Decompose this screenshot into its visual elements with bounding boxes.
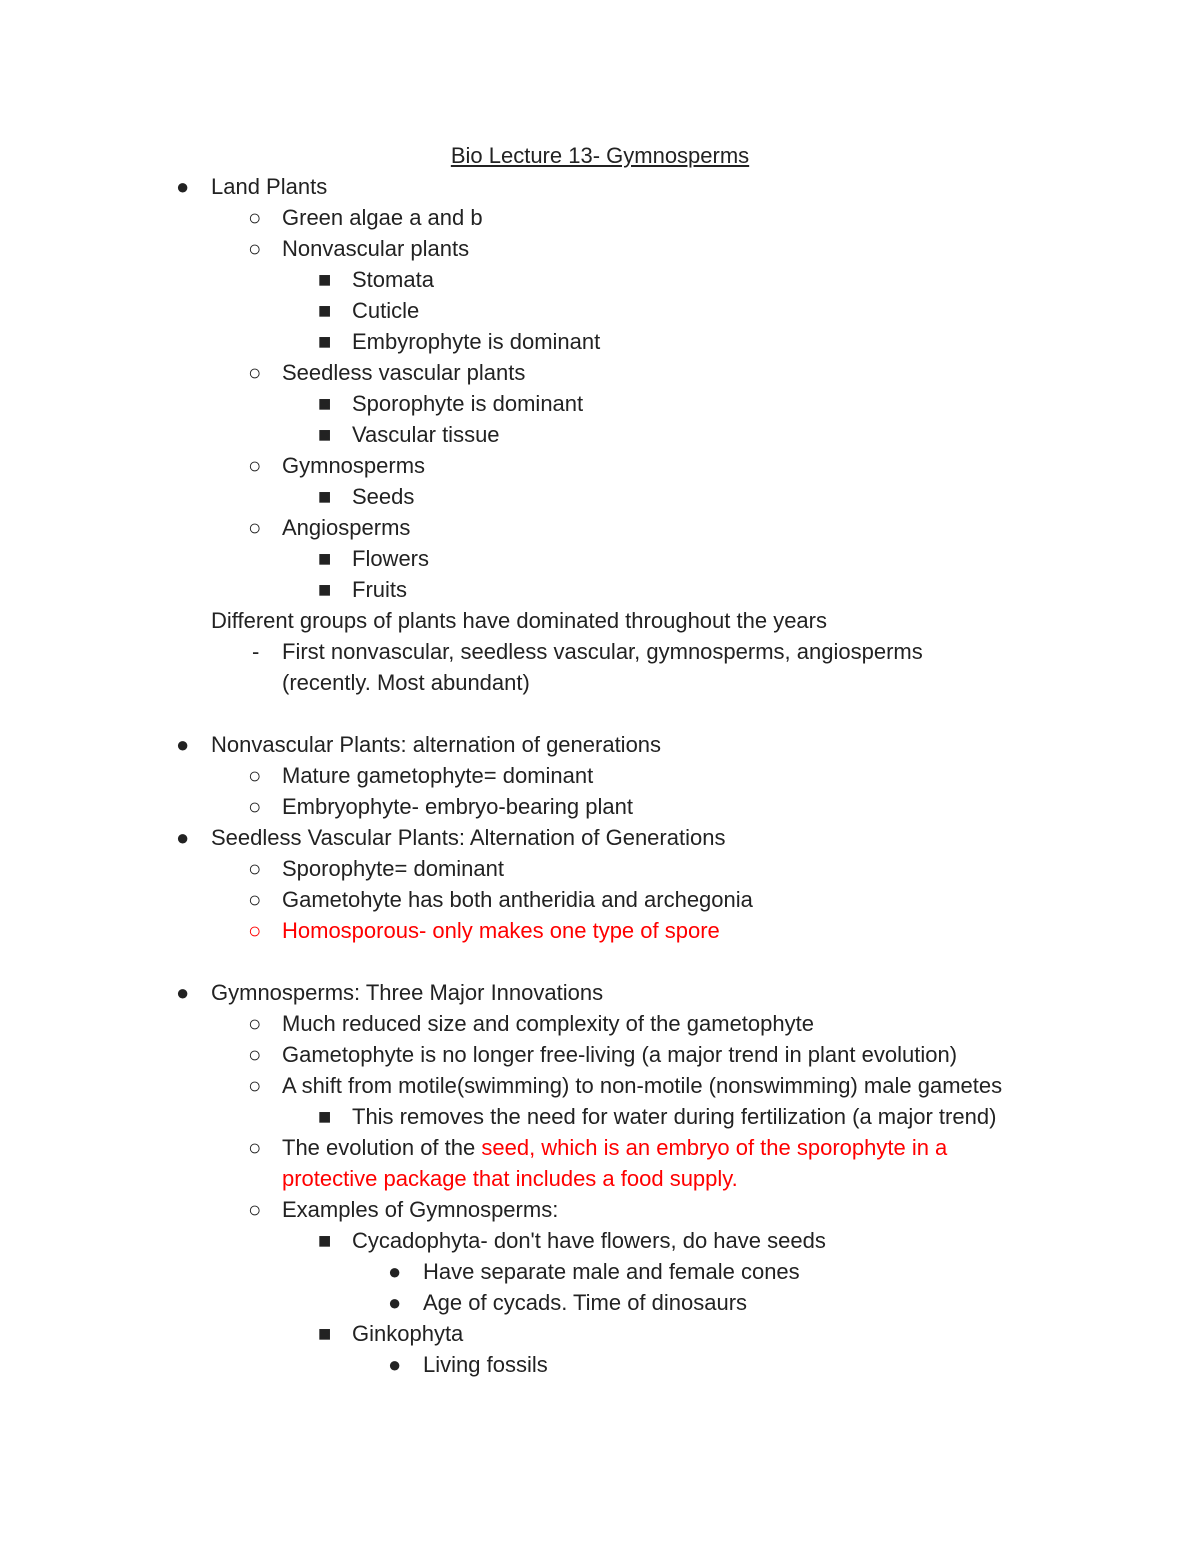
list-item: Living fossils: [423, 1352, 548, 1377]
square-marker: ■: [318, 329, 332, 354]
bullet-marker: ●: [176, 825, 190, 850]
circle-marker: ○: [248, 763, 262, 788]
square-marker: ■: [318, 1321, 332, 1346]
square-marker: ■: [318, 1228, 332, 1253]
list-item: Have separate male and female cones: [423, 1259, 800, 1284]
gymnosperms-heading: Gymnosperms: Three Major Innovations: [211, 980, 604, 1005]
list-item: This removes the need for water during fertilization (a major trend): [352, 1104, 997, 1129]
list-item: Gymnosperms: [282, 453, 426, 478]
land-plants-heading: Land Plants: [211, 174, 328, 199]
list-item: Examples of Gymnosperms:: [282, 1197, 559, 1222]
list-item: Embyrophyte is dominant: [352, 329, 601, 354]
list-item: Cycadophyta- don't have flowers, do have seeds: [352, 1228, 826, 1253]
square-marker: ■: [318, 1104, 332, 1129]
list-item: Angiosperms: [282, 515, 411, 540]
circle-marker: ○: [248, 360, 262, 385]
list-item: Gametohyte has both antheridia and archegonia: [282, 887, 753, 912]
circle-marker: ○: [248, 205, 262, 230]
circle-marker: ○: [248, 887, 262, 912]
list-item: First nonvascular, seedless vascular, gymnosperms, angiosperms: [282, 639, 923, 664]
list-item: Seedless vascular plants: [282, 360, 526, 385]
circle-marker: ○: [248, 856, 262, 881]
highlighted-list-item: Homosporous- only makes one type of spore: [282, 918, 720, 943]
square-marker: ■: [318, 422, 332, 447]
seedless-heading: Seedless Vascular Plants: Alternation of Generations: [211, 825, 726, 850]
circle-marker: ○: [248, 236, 262, 261]
bullet-marker: ●: [176, 732, 190, 757]
list-item: A shift from motile(swimming) to non-motile (nonswimming) male gametes: [282, 1073, 1003, 1098]
list-item: Embryophyte- embryo-bearing plant: [282, 794, 633, 819]
circle-marker: ○: [248, 1197, 262, 1222]
dominance-text: Different groups of plants have dominated throughout the years: [211, 608, 827, 633]
page-title: Bio Lecture 13- Gymnosperms: [450, 143, 750, 168]
list-item: Seeds: [352, 484, 415, 509]
bullet-marker: ●: [388, 1352, 402, 1377]
seed-highlight-text: seed, which is an embryo of the sporophyte in a: [481, 1135, 948, 1160]
square-marker: ■: [318, 484, 332, 509]
circle-marker: ○: [248, 1042, 262, 1067]
list-item: Cuticle: [352, 298, 420, 323]
circle-marker: ○: [248, 515, 262, 540]
list-item: Ginkophyta: [352, 1321, 464, 1346]
seed-prefix-text: The evolution of the: [282, 1135, 482, 1160]
bullet-marker: ●: [176, 174, 190, 199]
list-item: Mature gametophyte= dominant: [282, 763, 594, 788]
list-item: Nonvascular plants: [282, 236, 470, 261]
list-item: Green algae a and b: [282, 205, 483, 230]
dash-marker: -: [252, 639, 260, 664]
circle-marker: ○: [248, 1073, 262, 1098]
square-marker: ■: [318, 391, 332, 416]
list-item: Much reduced size and complexity of the gametophyte: [282, 1011, 814, 1036]
seed-evolution-item: [282, 1132, 947, 1163]
square-marker: ■: [318, 267, 332, 292]
list-item: Gametophyte is no longer free-living (a major trend in plant evolution): [282, 1042, 958, 1067]
list-item: Fruits: [352, 577, 407, 602]
list-item: Vascular tissue: [352, 422, 500, 447]
list-item-continuation: (recently. Most abundant): [282, 670, 530, 695]
bullet-marker: ●: [388, 1290, 402, 1315]
circle-marker: ○: [248, 1011, 262, 1036]
nonvascular-heading: Nonvascular Plants: alternation of generations: [211, 732, 662, 757]
square-marker: ■: [318, 298, 332, 323]
circle-marker: ○: [248, 794, 262, 819]
list-item: Age of cycads. Time of dinosaurs: [423, 1290, 748, 1315]
seed-highlight-continuation: protective package that includes a food supply.: [282, 1166, 738, 1191]
circle-marker: ○: [248, 453, 262, 478]
bullet-marker: ●: [176, 980, 190, 1005]
list-item: Stomata: [352, 267, 434, 292]
square-marker: ■: [318, 577, 332, 602]
square-marker: ■: [318, 546, 332, 571]
list-item: Flowers: [352, 546, 430, 571]
list-item: Sporophyte is dominant: [352, 391, 584, 416]
list-item: Sporophyte= dominant: [282, 856, 504, 881]
bullet-marker: ●: [388, 1259, 402, 1284]
circle-marker: ○: [248, 1135, 262, 1160]
circle-marker: ○: [248, 918, 262, 943]
